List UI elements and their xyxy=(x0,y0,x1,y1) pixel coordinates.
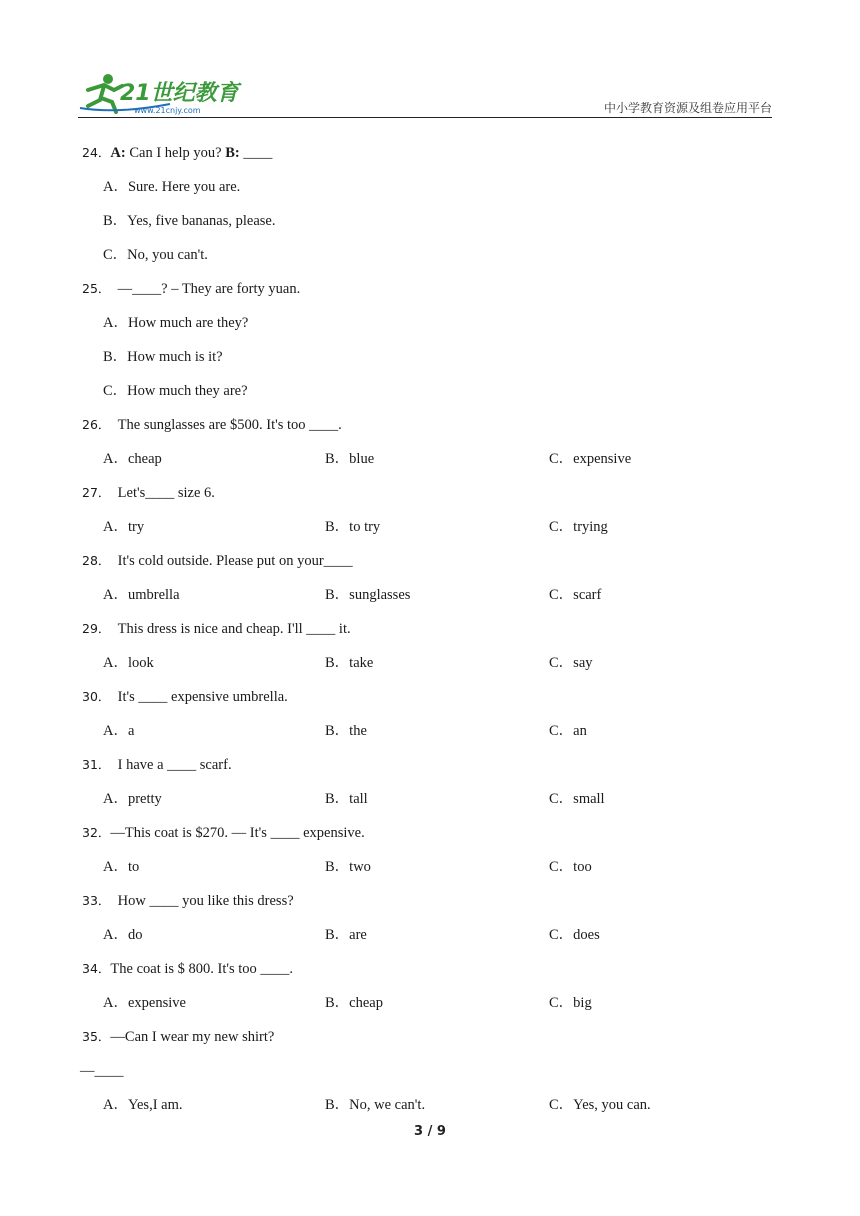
question-list xyxy=(82,143,782,1129)
question-34 xyxy=(82,959,782,993)
option-c: C．an xyxy=(549,723,587,739)
options-row xyxy=(82,517,782,551)
logo-text: 21世纪教育 xyxy=(120,81,239,106)
option-a: A．to xyxy=(103,859,140,875)
question-number: 33． xyxy=(82,893,111,908)
option-a: A．try xyxy=(103,519,145,535)
option-c: C．trying xyxy=(549,519,608,535)
option-b: B．two xyxy=(325,859,371,875)
question-text-part: ____ xyxy=(239,145,273,161)
option-b: B．tall xyxy=(325,791,368,807)
option-b: B．the xyxy=(325,723,367,739)
question-number: 27． xyxy=(82,485,111,500)
option-b: B．Yes, five bananas, please. xyxy=(103,213,276,229)
options-row xyxy=(82,857,782,891)
option-c: C．scarf xyxy=(549,587,602,603)
question-27 xyxy=(82,483,782,517)
option-c: C．No, you can't. xyxy=(103,247,208,263)
option-c: C．Yes, you can. xyxy=(549,1097,651,1113)
question-number: 31． xyxy=(82,757,111,772)
option-c: C．How much they are? xyxy=(103,383,248,399)
runner-logo-icon xyxy=(78,70,248,116)
page-number: 3 / 9 xyxy=(414,1124,446,1139)
question-25 xyxy=(82,279,782,313)
options-row xyxy=(82,925,782,959)
question-text: I have a ____ scarf. xyxy=(117,757,232,773)
question-text-part: Can I help you? xyxy=(125,145,226,161)
question-text: Let's____ size 6. xyxy=(117,485,215,501)
options-row xyxy=(82,789,782,823)
platform-name: 中小学教育资源及组卷应用平台 xyxy=(603,101,772,115)
option-b: B．blue xyxy=(325,451,375,467)
speaker-label: B: xyxy=(225,145,240,161)
option-b: B．How much is it? xyxy=(103,349,223,365)
question-number: 34． xyxy=(82,961,111,976)
option-c: C．say xyxy=(549,655,593,671)
question-text: The coat is $ 800. It's too ____. xyxy=(110,961,294,977)
question-number: 29． xyxy=(82,621,111,636)
question-text: —This coat is $270. — It's ____ expensive. xyxy=(110,825,365,841)
logo-url: www.21cnjy.com xyxy=(134,106,201,115)
option-a: A．pretty xyxy=(103,791,162,807)
option-a: A．umbrella xyxy=(103,587,180,603)
question-33 xyxy=(82,891,782,925)
option-b: B．to try xyxy=(325,519,381,535)
option-c: C．too xyxy=(549,859,592,875)
options-row xyxy=(82,653,782,687)
question-text: It's cold outside. Please put on your____ xyxy=(117,553,353,569)
option-c: C．small xyxy=(549,791,605,807)
question-30 xyxy=(82,687,782,721)
options-row xyxy=(82,993,782,1027)
option-b: B．No, we can't. xyxy=(325,1097,426,1113)
option-b: B．sunglasses xyxy=(325,587,411,603)
option-b: B．take xyxy=(325,655,374,671)
site-logo xyxy=(78,70,248,116)
option-b: B．cheap xyxy=(325,995,383,1011)
option-a: A．expensive xyxy=(103,995,186,1011)
option-a: A．look xyxy=(103,655,154,671)
question-number: 26． xyxy=(82,417,111,432)
page-header xyxy=(78,66,772,118)
question-28 xyxy=(82,551,782,585)
option-b: B．are xyxy=(325,927,367,943)
question-29 xyxy=(82,619,782,653)
question-number: 25． xyxy=(82,281,111,296)
question-26 xyxy=(82,415,782,449)
option-a: A．Yes,I am. xyxy=(103,1097,183,1113)
question-number: 35． xyxy=(82,1029,111,1044)
options-row xyxy=(82,449,782,483)
option-a: A．do xyxy=(103,927,143,943)
option-c: C．does xyxy=(549,927,600,943)
option-c: C．big xyxy=(549,995,592,1011)
option-a: A．How much are they? xyxy=(103,315,249,331)
options-row xyxy=(82,721,782,755)
answer-blank-line: —____ xyxy=(80,1063,124,1079)
question-text xyxy=(110,145,272,161)
question-text: This dress is nice and cheap. I'll ____ it. xyxy=(117,621,351,637)
speaker-label: A: xyxy=(110,145,126,161)
header-rule xyxy=(78,117,772,118)
question-number: 28． xyxy=(82,553,111,568)
question-number: 32． xyxy=(82,825,111,840)
question-text: How ____ you like this dress? xyxy=(117,893,294,909)
options-row xyxy=(82,585,782,619)
option-a: A．a xyxy=(103,723,135,739)
option-a: A．Sure. Here you are. xyxy=(103,179,241,195)
question-text: The sunglasses are $500. It's too ____. xyxy=(117,417,342,433)
question-text: —Can I wear my new shirt? xyxy=(110,1029,275,1045)
question-number: 24． xyxy=(82,145,111,160)
question-31 xyxy=(82,755,782,789)
question-24 xyxy=(82,143,782,177)
question-text: —____? – They are forty yuan. xyxy=(117,281,301,297)
question-text: It's ____ expensive umbrella. xyxy=(117,689,288,705)
question-32 xyxy=(82,823,782,857)
question-number: 30． xyxy=(82,689,111,704)
option-a: A．cheap xyxy=(103,451,162,467)
question-35 xyxy=(82,1027,782,1061)
option-c: C．expensive xyxy=(549,451,632,467)
